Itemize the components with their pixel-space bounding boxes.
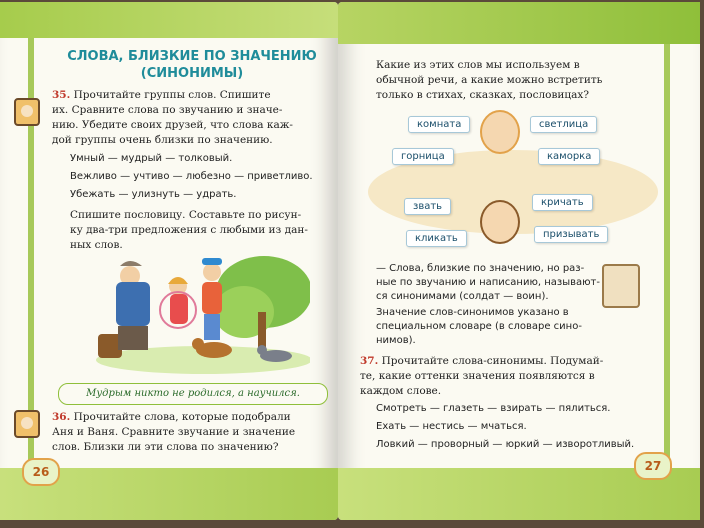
right-page <box>338 2 700 520</box>
exercise-text: дой группы очень близки по значению. <box>52 134 273 146</box>
exercise-text: слов. Близки ли эти слова по значению? <box>52 441 279 453</box>
word-card: звать <box>404 198 451 215</box>
word-card: каморка <box>538 148 600 165</box>
word-cards-area <box>368 106 658 256</box>
synonym-row: Ловкий — проворный — юркий — изворотливый. <box>376 439 635 450</box>
proverb-banner: Мудрым никто не родился, а научился. <box>58 383 328 405</box>
task-text: ку два-три предложения с любыми из дан- <box>70 224 308 236</box>
margin-rule <box>664 44 670 468</box>
word-card: призывать <box>534 226 608 243</box>
girl-face-icon <box>480 110 520 154</box>
question-text <box>376 58 656 103</box>
top-band <box>338 2 700 44</box>
exercise-text: нию. Убедите своих друзей, что слова каж- <box>52 119 293 131</box>
exercise-number: 36. <box>52 411 71 423</box>
task-text: Спишите пословицу. Составьте по рисун- <box>70 209 302 221</box>
section-title: СЛОВА, БЛИЗКИЕ ПО ЗНАЧЕНИЮ <box>67 49 317 64</box>
task-text: ных слов. <box>70 239 123 251</box>
question-line: только в стихах, сказках, пословицах? <box>376 89 589 101</box>
exercise-text: Аня и Ваня. Сравните звучание и значение <box>52 426 296 438</box>
read-aloud-icon <box>14 98 40 126</box>
question-line: обычной речи, а какие можно встретить <box>376 74 603 86</box>
exercise-36 <box>52 410 330 455</box>
left-page <box>0 2 338 520</box>
dictionary-note <box>376 306 636 348</box>
page-number: 26 <box>22 458 60 486</box>
word-card: горница <box>392 148 454 165</box>
exercise-37 <box>360 354 656 399</box>
synonym-row: Смотреть — глазеть — взирать — пялиться. <box>376 403 611 414</box>
read-aloud-icon <box>14 410 40 438</box>
exercise-text: те, какие оттенки значения появляются в <box>360 370 595 382</box>
exercise-35 <box>52 88 330 148</box>
exercise-text: Прочитайте группы слов. Спишите <box>73 89 271 101</box>
grandpa-face-icon <box>602 264 640 308</box>
boy-face-icon <box>480 200 520 244</box>
word-card: комната <box>408 116 470 133</box>
rule-line: ные по звучанию и написанию, называют- <box>376 277 600 288</box>
illustration-grandpa-children <box>94 252 310 376</box>
rule-line: — Слова, близкие по значению, но раз- <box>376 263 585 274</box>
note-line: специальном словаре (в словаре сино- <box>376 321 582 332</box>
word-group: Убежать — улизнуть — удрать. <box>70 189 237 200</box>
word-group: Умный — мудрый — толковый. <box>70 153 233 164</box>
exercise-number: 37. <box>360 355 379 367</box>
exercise-text: Прочитайте слова-синонимы. Подумай- <box>381 355 604 367</box>
rule-text <box>376 262 608 304</box>
word-card: кликать <box>406 230 467 247</box>
word-card: светлица <box>530 116 597 133</box>
section-subtitle: (СИНОНИМЫ) <box>140 66 244 81</box>
note-line: нимов). <box>376 335 416 346</box>
top-band <box>0 2 338 38</box>
exercise-text: каждом слове. <box>360 385 442 397</box>
question-line: Какие из этих слов мы используем в <box>376 59 580 71</box>
exercise-number: 35. <box>52 89 71 101</box>
word-group: Вежливо — учтиво — любезно — приветливо. <box>70 171 313 182</box>
proverb-task <box>70 208 330 253</box>
page-number: 27 <box>634 452 672 480</box>
exercise-text: Прочитайте слова, которые подобрали <box>73 411 291 423</box>
exercise-text: их. Сравните слова по звучанию и значе- <box>52 104 283 116</box>
synonym-row: Ехать — нестись — мчаться. <box>376 421 527 432</box>
note-line: Значение слов-синонимов указано в <box>376 307 569 318</box>
word-card: кричать <box>532 194 593 211</box>
rule-line: ся синонимами (солдат — воин). <box>376 291 549 302</box>
